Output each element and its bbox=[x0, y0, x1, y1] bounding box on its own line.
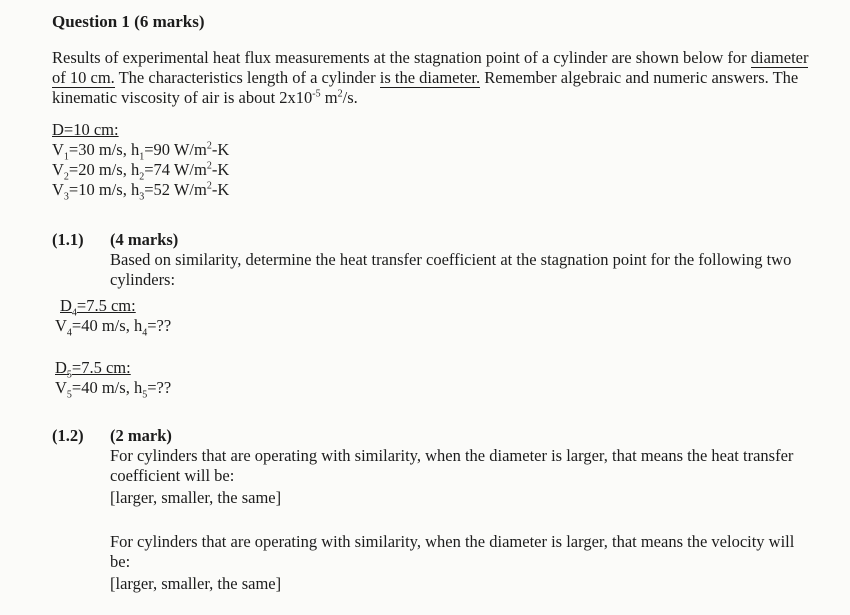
part2-question-2: For cylinders that are operating with similarity, when the diameter is larger, that means the velocity will be: bbox=[110, 532, 795, 571]
given-v-val: =20 m/s, h bbox=[68, 160, 140, 179]
intro-paragraph bbox=[52, 48, 822, 108]
part1-marks: (4 marks) bbox=[110, 230, 179, 249]
given-tail: -K bbox=[211, 160, 230, 179]
case5-v-val: =40 m/s, h bbox=[71, 378, 143, 397]
part2-options-2: [larger, smaller, the same] bbox=[110, 574, 282, 593]
case4-h-sub: 4 bbox=[142, 327, 148, 339]
given-v-sub: 3 bbox=[63, 191, 69, 203]
given-v-sub: 1 bbox=[63, 151, 69, 163]
case4-d-sub: 4 bbox=[71, 307, 77, 319]
part2-options-1: [larger, smaller, the same] bbox=[110, 488, 282, 507]
intro-unit: m bbox=[320, 88, 338, 107]
part1-text: Based on similarity, determine the heat transfer coefficient at the stagnation point for the following two cylinders: bbox=[110, 250, 792, 289]
given-diameter-label: D=10 cm: bbox=[52, 120, 119, 139]
given-h-val: =74 W/m bbox=[144, 160, 207, 179]
part1-number: (1.1) bbox=[52, 230, 84, 249]
given-tail: -K bbox=[211, 180, 230, 199]
intro-text-1: Results of experimental heat flux measurements at the stagnation point of a cylinder are shown below for bbox=[52, 48, 751, 67]
given-exp: 2 bbox=[206, 140, 212, 152]
case4-d-label: D bbox=[60, 296, 72, 315]
given-row-1 bbox=[52, 140, 230, 163]
case5-d-val: =7.5 cm: bbox=[71, 358, 131, 377]
given-v-val: =30 m/s, h bbox=[68, 140, 140, 159]
case5-diameter bbox=[55, 358, 131, 381]
given-v: V bbox=[52, 140, 64, 159]
case5-h-sub: 5 bbox=[142, 389, 148, 401]
part2-number: (1.2) bbox=[52, 426, 84, 445]
given-h-sub: 2 bbox=[139, 171, 145, 183]
given-row-2 bbox=[52, 160, 230, 183]
case5-velocity bbox=[55, 378, 172, 401]
given-h-sub: 1 bbox=[139, 151, 145, 163]
intro-underlined-2: is the diameter. bbox=[379, 68, 481, 87]
intro-unit-tail: /s. bbox=[342, 88, 358, 107]
case4-diameter bbox=[60, 296, 136, 319]
case5-v: V bbox=[55, 378, 67, 397]
case4-h-val: =?? bbox=[147, 316, 172, 335]
part2-question-1: For cylinders that are operating with similarity, when the diameter is larger, that means the heat transfer coefficient will be: bbox=[110, 446, 794, 485]
intro-text-2: The characteristics length of a cylinder bbox=[114, 68, 380, 87]
given-exp: 2 bbox=[206, 160, 212, 172]
given-h-val: =90 W/m bbox=[144, 140, 207, 159]
given-tail: -K bbox=[211, 140, 230, 159]
intro-unit-exponent: 2 bbox=[337, 88, 343, 100]
case4-v-val: =40 m/s, h bbox=[71, 316, 143, 335]
question-title: Question 1 (6 marks) bbox=[52, 12, 205, 31]
intro-exponent: -5 bbox=[312, 88, 321, 100]
case4-d-val: =7.5 cm: bbox=[76, 296, 136, 315]
given-v: V bbox=[52, 160, 64, 179]
given-v-sub: 2 bbox=[63, 171, 69, 183]
given-exp: 2 bbox=[206, 180, 212, 192]
given-h-val: =52 W/m bbox=[144, 180, 207, 199]
intro-text-3: Remember algebraic and numeric answers. The kinematic viscosity of air is about 2x10 bbox=[52, 68, 799, 107]
intro-underlined-1: diameter of 10 cm. bbox=[52, 48, 809, 87]
case5-d-label: D bbox=[55, 358, 67, 377]
case5-v-sub: 5 bbox=[66, 389, 72, 401]
case4-v-sub: 4 bbox=[66, 327, 72, 339]
given-v-val: =10 m/s, h bbox=[68, 180, 140, 199]
case4-v: V bbox=[55, 316, 67, 335]
given-h-sub: 3 bbox=[139, 191, 145, 203]
part2-marks: (2 mark) bbox=[110, 426, 172, 445]
case4-velocity bbox=[55, 316, 172, 339]
given-row-3 bbox=[52, 180, 230, 203]
case5-h-val: =?? bbox=[147, 378, 172, 397]
case5-d-sub: 5 bbox=[66, 369, 72, 381]
given-v: V bbox=[52, 180, 64, 199]
